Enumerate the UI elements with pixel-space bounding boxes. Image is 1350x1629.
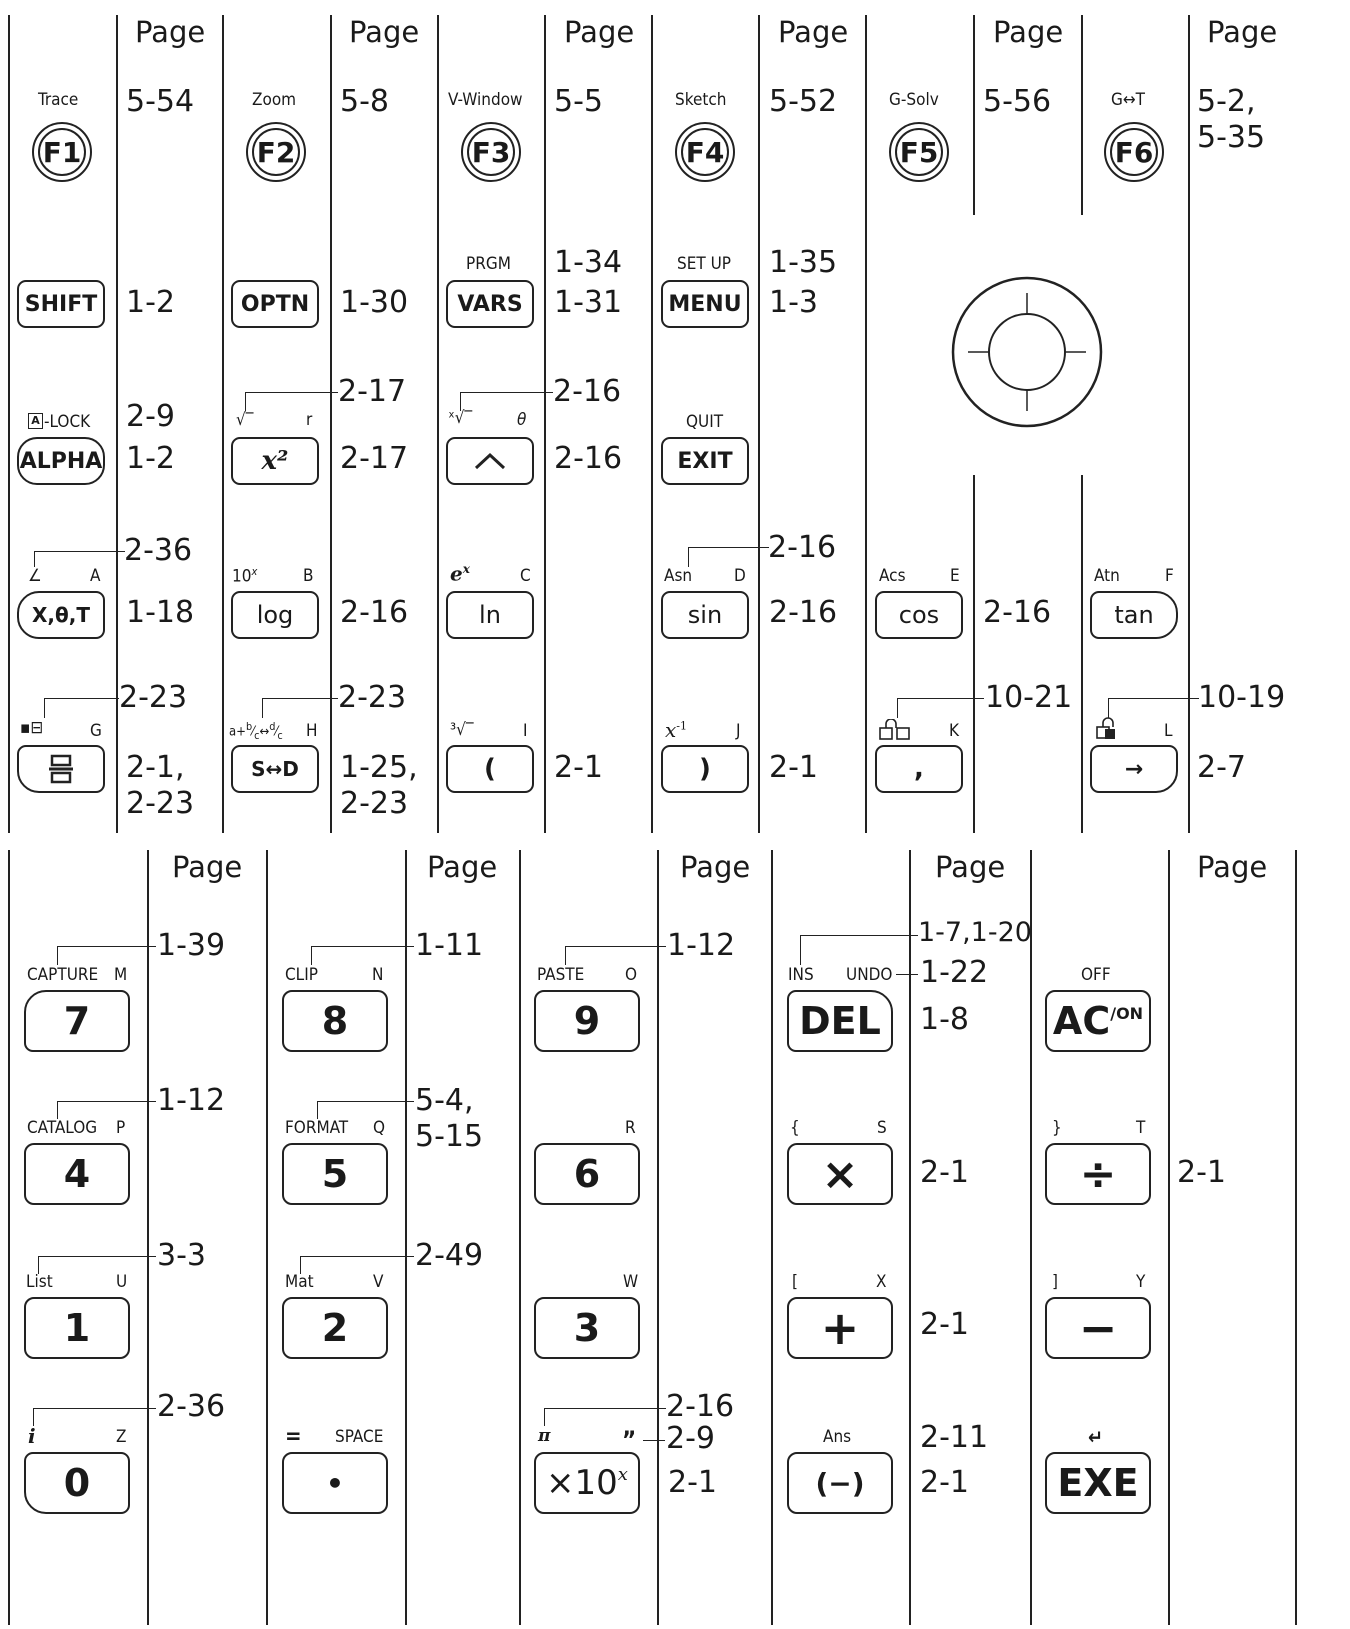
optn-key-label: OPTN	[240, 291, 310, 317]
f1-page-ref: 5-54	[126, 84, 195, 119]
ins-label: INS	[788, 965, 814, 985]
h-label: H	[306, 721, 318, 741]
key-3[interactable]	[534, 1297, 640, 1359]
caret-icon	[473, 451, 507, 471]
f5-key[interactable]	[889, 122, 949, 182]
cos-key[interactable]	[875, 591, 963, 639]
left-paren-key-label: (	[484, 754, 496, 784]
capture-page-ref: 1-39	[157, 928, 226, 963]
f2-key[interactable]	[246, 122, 306, 182]
leader-line	[565, 946, 666, 965]
list-page-ref: 3-3	[157, 1238, 206, 1273]
f3-key[interactable]	[461, 122, 521, 182]
leader-line	[262, 698, 338, 718]
log-key[interactable]	[231, 591, 319, 639]
angle-page-ref: 2-36	[124, 533, 193, 568]
v-label: V	[373, 1272, 384, 1292]
asn-label: Asn	[664, 566, 693, 586]
s-d-key-label: S↔D	[251, 757, 299, 781]
ac-on-key[interactable]	[1045, 990, 1151, 1052]
acs-label: Acs	[879, 566, 906, 586]
theta-label: θ	[517, 410, 527, 430]
m-label: M	[114, 965, 128, 985]
p-label: P	[116, 1118, 126, 1138]
page-header: Page	[349, 15, 420, 49]
zoom-label: Zoom	[252, 90, 297, 110]
decimal-point-key[interactable]	[282, 1452, 388, 1514]
s-label: S	[877, 1118, 887, 1138]
x-squared-key-label: x²	[261, 446, 289, 476]
f1-key-label: F1	[42, 135, 82, 169]
f-label: F	[1165, 566, 1174, 586]
lock-icon	[1095, 717, 1121, 741]
tan-key[interactable]	[1090, 591, 1178, 639]
right-paren-page-ref: 2-1	[769, 750, 818, 785]
page-header: Page	[427, 850, 498, 884]
exp-sup-label: x	[617, 1463, 628, 1485]
k-label: K	[949, 721, 960, 741]
vars-page-ref: 1-31	[554, 285, 623, 320]
left-brace-label: {	[790, 1118, 800, 1138]
ac-key-label: AC	[1052, 999, 1111, 1043]
exit-key[interactable]	[661, 437, 749, 485]
y-label: Y	[1136, 1272, 1146, 1292]
n-label: N	[372, 965, 384, 985]
undo-label: UNDO	[846, 965, 893, 985]
sin-key-label: sin	[687, 601, 723, 629]
add-key[interactable]	[787, 1297, 893, 1359]
l-label: L	[1164, 721, 1173, 741]
e-power-label: $e^x$	[450, 561, 470, 586]
f4-key-label: F4	[685, 135, 725, 169]
key-5-label: 5	[321, 1152, 349, 1196]
key-3-label: 3	[573, 1306, 601, 1350]
z-label: Z	[116, 1427, 127, 1447]
right-paren-key-label: )	[699, 754, 711, 784]
key-0[interactable]	[24, 1452, 130, 1514]
fraction-icon	[48, 754, 74, 784]
key-2-label: 2	[321, 1306, 349, 1350]
exp-page-ref: 2-1	[668, 1465, 717, 1500]
exit-key-label: EXIT	[677, 448, 733, 474]
x-squared-page-ref: 2-17	[340, 441, 409, 476]
key-1[interactable]	[24, 1297, 130, 1359]
w-label: W	[623, 1272, 639, 1292]
a-lock-box-icon: A	[28, 413, 43, 429]
x-theta-t-key-label: X,θ,T	[32, 603, 90, 627]
a-lock-label: -LOCK	[44, 412, 91, 432]
fraction-page-ref: 2-1, 2-23	[126, 750, 195, 821]
fraction-conversion-page-ref: 2-23	[338, 680, 407, 715]
v-window-label: V-Window	[448, 90, 523, 110]
del-key[interactable]	[787, 990, 893, 1052]
x-squared-key[interactable]	[231, 437, 319, 485]
b-label: B	[303, 566, 314, 586]
sin-key[interactable]	[661, 591, 749, 639]
d-label: D	[734, 566, 746, 586]
del-page-ref: 1-8	[920, 1002, 969, 1037]
leader-line	[643, 1440, 665, 1441]
ans-label: Ans	[823, 1427, 852, 1447]
page-header: Page	[172, 850, 243, 884]
sin-page-ref: 2-16	[769, 595, 838, 630]
e-label: E	[950, 566, 960, 586]
page-header: Page	[680, 850, 751, 884]
cube-root-label: ³√‾	[450, 720, 474, 740]
off-label: OFF	[1081, 965, 1111, 985]
alpha-page-ref: 1-2	[126, 441, 175, 476]
key-4[interactable]	[24, 1143, 130, 1205]
key-4-label: 4	[63, 1152, 91, 1196]
shift-key[interactable]	[17, 280, 105, 328]
r-label: r	[306, 410, 313, 430]
comma-key[interactable]	[875, 745, 963, 793]
multiply-key-label: ×	[821, 1148, 859, 1200]
catalog-label: CATALOG	[27, 1118, 98, 1138]
leader-line	[57, 1101, 156, 1119]
power-key[interactable]	[446, 437, 534, 485]
atn-label: Atn	[1094, 566, 1120, 586]
ten-power-label: 10$^x$	[232, 565, 258, 587]
leader-line	[33, 1408, 156, 1426]
multiply-key[interactable]	[787, 1143, 893, 1205]
clip-page-ref: 1-11	[415, 928, 484, 963]
exe-key[interactable]	[1045, 1452, 1151, 1514]
leader-line	[34, 551, 125, 567]
cos-key-label: cos	[898, 601, 940, 629]
right-brace-label: }	[1052, 1118, 1062, 1138]
asn-page-ref: 2-16	[768, 530, 837, 565]
divide-key[interactable]	[1045, 1143, 1151, 1205]
ins-page-ref: 1-7,1-20	[918, 917, 1032, 948]
quit-label: QUIT	[686, 412, 724, 432]
mat-label: Mat	[285, 1272, 314, 1292]
g-solv-label: G-Solv	[889, 90, 939, 110]
key-7-label: 7	[63, 999, 91, 1043]
add-key-label: +	[820, 1301, 860, 1355]
g-t-label: G↔T	[1111, 90, 1146, 110]
left-paren-page-ref: 2-1	[554, 750, 603, 785]
unlock-icon	[879, 719, 913, 741]
o-label: O	[625, 965, 638, 985]
page-header: Page	[1207, 15, 1278, 49]
format-page-ref: 5-4, 5-15	[415, 1083, 484, 1154]
reciprocal-label: $x^{-1}$	[665, 718, 687, 742]
mat-page-ref: 2-49	[415, 1238, 484, 1273]
i-alpha-label: I	[523, 721, 528, 741]
mixed-fraction-icon: ▪⊟	[20, 718, 44, 738]
xroot-page-ref: 2-16	[553, 374, 622, 409]
u-label: U	[116, 1272, 128, 1292]
left-paren-key[interactable]	[446, 745, 534, 793]
seconds-page-ref: 2-9	[666, 1421, 715, 1456]
optn-page-ref: 1-30	[340, 285, 409, 320]
equals-label: =	[285, 1424, 302, 1449]
sqrt-page-ref: 2-17	[338, 374, 407, 409]
undo-page-ref: 1-22	[920, 955, 989, 990]
f4-key[interactable]	[675, 122, 735, 182]
catalog-page-ref: 1-12	[157, 1083, 226, 1118]
a-label: A	[90, 566, 101, 586]
shift-key-label: SHIFT	[24, 291, 98, 317]
f1-key[interactable]	[32, 122, 92, 182]
replay-dpad[interactable]	[950, 275, 1105, 430]
f6-key-label: F6	[1114, 135, 1154, 169]
f6-page-ref: 5-2, 5-35	[1197, 84, 1266, 155]
s-d-page-ref: 1-25, 2-23	[340, 750, 418, 821]
exp-key-label: ×10	[546, 1463, 618, 1503]
alpha-key[interactable]	[17, 437, 105, 485]
paste-page-ref: 1-12	[667, 928, 736, 963]
newline-icon: ↵	[1088, 1425, 1104, 1449]
log-key-label: log	[256, 601, 294, 629]
angle-label: ∠	[28, 566, 42, 586]
log-page-ref: 2-16	[340, 595, 409, 630]
decimal-point-key-label: •	[326, 1466, 344, 1500]
store-key-label: →	[1124, 756, 1144, 782]
vars-key-label: VARS	[457, 291, 523, 317]
setup-page-ref: 1-35	[769, 245, 838, 280]
mixed-fraction-page-ref: 2-23	[119, 680, 188, 715]
s-d-key[interactable]	[231, 745, 319, 793]
page-header: Page	[993, 15, 1064, 49]
key-8[interactable]	[282, 990, 388, 1052]
format-label: FORMAT	[285, 1118, 349, 1138]
key-8-label: 8	[321, 999, 349, 1043]
store-page-ref: 2-7	[1197, 750, 1246, 785]
negative-key-label: (−)	[815, 1466, 865, 1500]
f3-page-ref: 5-5	[554, 84, 603, 119]
on-label: /ON	[1110, 1003, 1144, 1023]
leader-line	[311, 946, 414, 965]
x-theta-t-key[interactable]	[17, 591, 105, 639]
pi-label: π	[538, 1426, 551, 1446]
left-bracket-label: [	[792, 1272, 798, 1292]
right-paren-key[interactable]	[661, 745, 749, 793]
cos-page-ref: 2-16	[983, 595, 1052, 630]
seconds-label: ”	[622, 1426, 637, 1454]
vars-key[interactable]	[446, 280, 534, 328]
prgm-label: PRGM	[466, 254, 511, 274]
leader-line	[245, 392, 338, 411]
divide-key-label: ÷	[1079, 1148, 1117, 1200]
divide-page-ref: 2-1	[1177, 1155, 1226, 1190]
capture-label: CAPTURE	[27, 965, 99, 985]
f5-key-label: F5	[899, 135, 939, 169]
multiply-page-ref: 2-1	[920, 1155, 969, 1190]
subtract-key-label: −	[1078, 1301, 1118, 1355]
x-alpha-label: X	[876, 1272, 887, 1292]
negative-key[interactable]	[787, 1452, 893, 1514]
alpha-key-label: ALPHA	[19, 448, 103, 474]
pi-page-ref: 2-16	[666, 1389, 735, 1424]
comma-key-label: ,	[914, 754, 924, 784]
xroot-label: ˣ√‾	[448, 408, 473, 428]
right-bracket-label: ]	[1052, 1272, 1058, 1292]
negative-page-ref: 2-1	[920, 1465, 969, 1500]
leader-line	[1108, 698, 1199, 718]
key-9[interactable]	[534, 990, 640, 1052]
page-header: Page	[935, 850, 1006, 884]
sqrt-label: √‾	[236, 410, 254, 430]
leader-line	[300, 1256, 414, 1274]
leader-line	[44, 698, 119, 718]
page-header: Page	[135, 15, 206, 49]
optn-key[interactable]	[231, 280, 319, 328]
power-page-ref: 2-16	[554, 441, 623, 476]
leader-line	[897, 698, 984, 718]
key-6[interactable]	[534, 1143, 640, 1205]
shift-page-ref: 1-2	[126, 285, 175, 320]
leader-line	[896, 974, 918, 975]
f3-key-label: F3	[471, 135, 511, 169]
leader-line	[460, 392, 553, 411]
paste-label: PASTE	[537, 965, 585, 985]
menu-key[interactable]	[661, 280, 749, 328]
clip-label: CLIP	[285, 965, 318, 985]
space-label: SPACE	[335, 1427, 384, 1447]
key-1-label: 1	[63, 1306, 91, 1350]
leader-line	[544, 1408, 666, 1426]
key-5[interactable]	[282, 1143, 388, 1205]
f6-key[interactable]	[1104, 122, 1164, 182]
lock-page-ref: 10-19	[1198, 680, 1286, 715]
f2-page-ref: 5-8	[340, 84, 389, 119]
fraction-conversion-label: $a+^b⁄_c\leftrightarrow^d⁄_c$	[229, 720, 283, 742]
leader-line	[57, 946, 156, 965]
tan-key-label: tan	[1114, 601, 1154, 629]
menu-key-label: MENU	[668, 291, 742, 317]
page-header: Page	[564, 15, 635, 49]
c-label: C	[520, 566, 531, 586]
trace-label: Trace	[38, 90, 79, 110]
store-key[interactable]	[1090, 745, 1178, 793]
list-label: List	[26, 1272, 53, 1292]
page-header: Page	[778, 15, 849, 49]
f4-page-ref: 5-52	[769, 84, 838, 119]
r-alpha-label: R	[625, 1118, 636, 1138]
key-6-label: 6	[573, 1152, 601, 1196]
f2-key-label: F2	[256, 135, 296, 169]
leader-line	[688, 547, 769, 567]
sketch-label: Sketch	[675, 90, 727, 110]
g-label: G	[90, 721, 102, 741]
f5-page-ref: 5-56	[983, 84, 1052, 119]
unlock-page-ref: 10-21	[985, 680, 1073, 715]
leader-line	[38, 1256, 156, 1274]
add-page-ref: 2-1	[920, 1307, 969, 1342]
j-label: J	[736, 721, 741, 741]
imaginary-i-page-ref: 2-36	[157, 1389, 226, 1424]
imaginary-i-label: i	[28, 1424, 36, 1448]
subtract-key[interactable]	[1045, 1297, 1151, 1359]
fraction-key[interactable]	[17, 745, 105, 793]
key-7[interactable]	[24, 990, 130, 1052]
setup-label: SET UP	[677, 254, 731, 274]
exe-key-label: EXE	[1057, 1461, 1139, 1505]
q-label: Q	[373, 1118, 386, 1138]
key-0-label: 0	[63, 1461, 91, 1505]
x-theta-t-page-ref: 1-18	[126, 595, 195, 630]
ans-page-ref: 2-11	[920, 1420, 989, 1455]
menu-page-ref: 1-3	[769, 285, 818, 320]
leader-line	[317, 1101, 414, 1119]
leader-line	[800, 935, 918, 965]
key-2[interactable]	[282, 1297, 388, 1359]
ln-key-label: ln	[479, 601, 501, 629]
exp-key[interactable]	[534, 1452, 640, 1514]
a-lock-page-ref: 2-9	[126, 399, 175, 434]
ln-key[interactable]	[446, 591, 534, 639]
page-header: Page	[1197, 850, 1268, 884]
prgm-page-ref: 1-34	[554, 245, 623, 280]
del-key-label: DEL	[799, 999, 881, 1043]
t-label: T	[1136, 1118, 1146, 1138]
key-9-label: 9	[573, 999, 601, 1043]
